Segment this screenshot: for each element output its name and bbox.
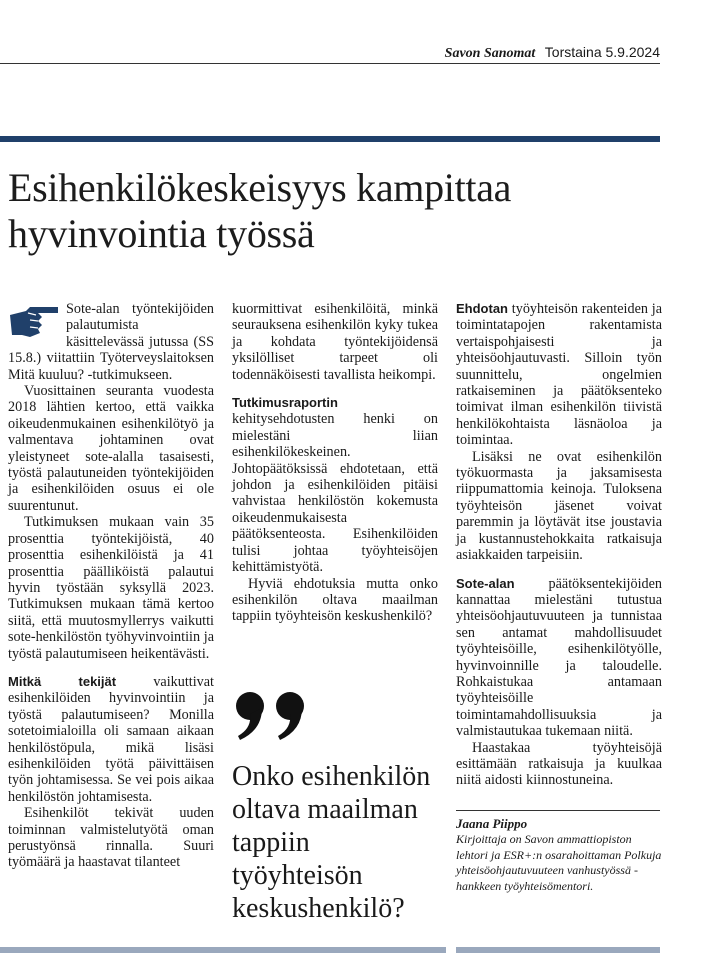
signature — [456, 816, 662, 894]
column-2 — [232, 301, 438, 625]
paragraph: Tutkimuksen mukaan vain 35 prosenttia työntekijöistä, 40 prosenttia esihenkilöistä ja 41 prosenttia päälliköistä palautui hyvin työstään syksyllä 2023. Tutkimuksen mukaan tämä kertoo siitä, että muutosmyllerrys vaikutti sote-henkilöstön työhyvinvointiin ja työstä palautumiseen heikentävästi. — [8, 514, 214, 662]
issue-date: Torstaina 5.9.2024 — [544, 44, 660, 60]
paragraph-text: päätöksentekijöiden kannattaa mielestäni tutustua yhteisöohjautuvuuteen ja tunnistaa sen antamat mahdollisuudet työyhteisöille, esihenkilötyölle, hyvinvoinnille ja taloudelle. Rohkaistukaa antamaan työyhteisöille toimintamahdollisuuksia ja valmistautukaa tukemaan niitä. — [456, 575, 662, 740]
paragraph — [456, 576, 662, 740]
footer-bar — [0, 947, 446, 953]
column-3 — [456, 301, 662, 789]
headline: Esihenkilökeskeisyys kampittaa hyvinvointia työssä — [8, 165, 512, 256]
quotation-mark-icon — [232, 690, 312, 742]
column-1 — [8, 301, 214, 871]
lead-in: Sote-alan — [456, 575, 515, 591]
lead-in: Ehdotan — [456, 301, 508, 316]
paragraph: Haastakaa työyhteisöjä esittämään ratkaisuja ja kuulkaa niitä aidosti kiinnostuneina. — [456, 739, 662, 789]
lead-in: Mitkä tekijät — [8, 673, 117, 689]
paragraph — [232, 395, 438, 575]
section-bar — [0, 136, 660, 142]
signature-rule — [456, 810, 660, 811]
paragraph: Esihenkilöt tekivät uuden toiminnan valmistelutyötä oman perustyönsä rinnalla. Suuri työmäärä ja haastavat tilanteet — [8, 805, 214, 871]
paragraph: Sote-alan työntekijöiden palautumista käsittelevässä jutussa (SS 15.8.) viitattiin Työterveyslaitoksen Mitä kuuluu? -tutkimukseen. — [8, 301, 214, 383]
pull-quote: Onko esihenkilön oltava maailman tappiin työyhteisön keskushenkilö? — [232, 761, 431, 924]
paragraph: Hyviä ehdotuksia mutta onko esihenkilön oltava maailman tappiin työyhteisön keskushenkilö? — [232, 575, 438, 625]
newspaper-name: Savon Sanomat — [444, 46, 536, 61]
lead-in: Tutkimusraportin — [232, 395, 338, 411]
footer-bar — [456, 947, 660, 953]
paragraph-text: vaikuttivat esihenkilöiden hyvinvointiin ja työstä palautumiseen? Monilla sotetoimialoilla oli samaan aikaan henkilöstöpula, mikä lisäsi esihenkilöiden työtä päivittäisen työn johtamisessa. Se vei pois aikaa henkilöstön johtamisesta. — [8, 673, 214, 805]
paragraph: Lisäksi ne ovat esihenkilön työkuormasta ja jaksamisesta riippumattomia keinoja. Tuloksena työyhteisön jäsenet voivat paremmin ja löytävät itse joustavia ja kustannustehokkaita ratkaisuja asiakkaiden tarpeisiin. — [456, 448, 662, 564]
author-bio: Kirjoittaja on Savon ammattiopiston lehtori ja ESR+:n osarahoittaman Polkuja yhteisöohjautuvuuteen vanhustyössä -hankkeen työyhteisömentori. — [456, 832, 662, 893]
paragraph: Vuosittainen seuranta vuodesta 2018 lähtien kertoo, että vaikka oikeudenmukainen esihenkilötyö ja valmentava johtaminen ovat yleistyneet sote-alalla tasaisesti, työstä palautuneiden työntekijöiden ja esihenkilöiden osuus ei ole suurentunut. — [8, 383, 214, 514]
masthead — [0, 44, 660, 62]
author-name: Jaana Piippo — [456, 816, 528, 831]
masthead-rule — [0, 63, 660, 64]
paragraph-text: työyhteisön rakenteiden ja toimintatapojen rakentamista vertaispohjaisesti ja yhteisöohjautuvasti. Silloin työn suunnittelu, ongelmien ratkaiseminen ja päätöksenteko toimivat ilman esihenkilön tiivistä henkilökohtaista läsnäoloa ja toimintaa. — [456, 301, 662, 449]
paragraph: kuormittivat esihenkilöitä, minkä seurauksena esihenkilön kyky tukea ja kohdata työntekijöidensä yksilölliset tarpeet oli todennäköisesti tavallista heikompi. — [232, 301, 438, 383]
paragraph — [456, 301, 662, 449]
pointing-hand-icon — [8, 303, 60, 343]
paragraph — [8, 674, 214, 805]
paragraph-text: kehitysehdotusten henki on mielestäni liian esihenkilökeskeinen. Johtopäätöksissä ehdotetaan, että johdon ja esihenkilöiden pitäisi vahvistaa henkilöstön kokemusta oikeudenmukaisesta päätöksenteosta. Esihenkilöiden tulisi johtaa työyhteisöjen kehittämistyötä. — [232, 411, 438, 576]
